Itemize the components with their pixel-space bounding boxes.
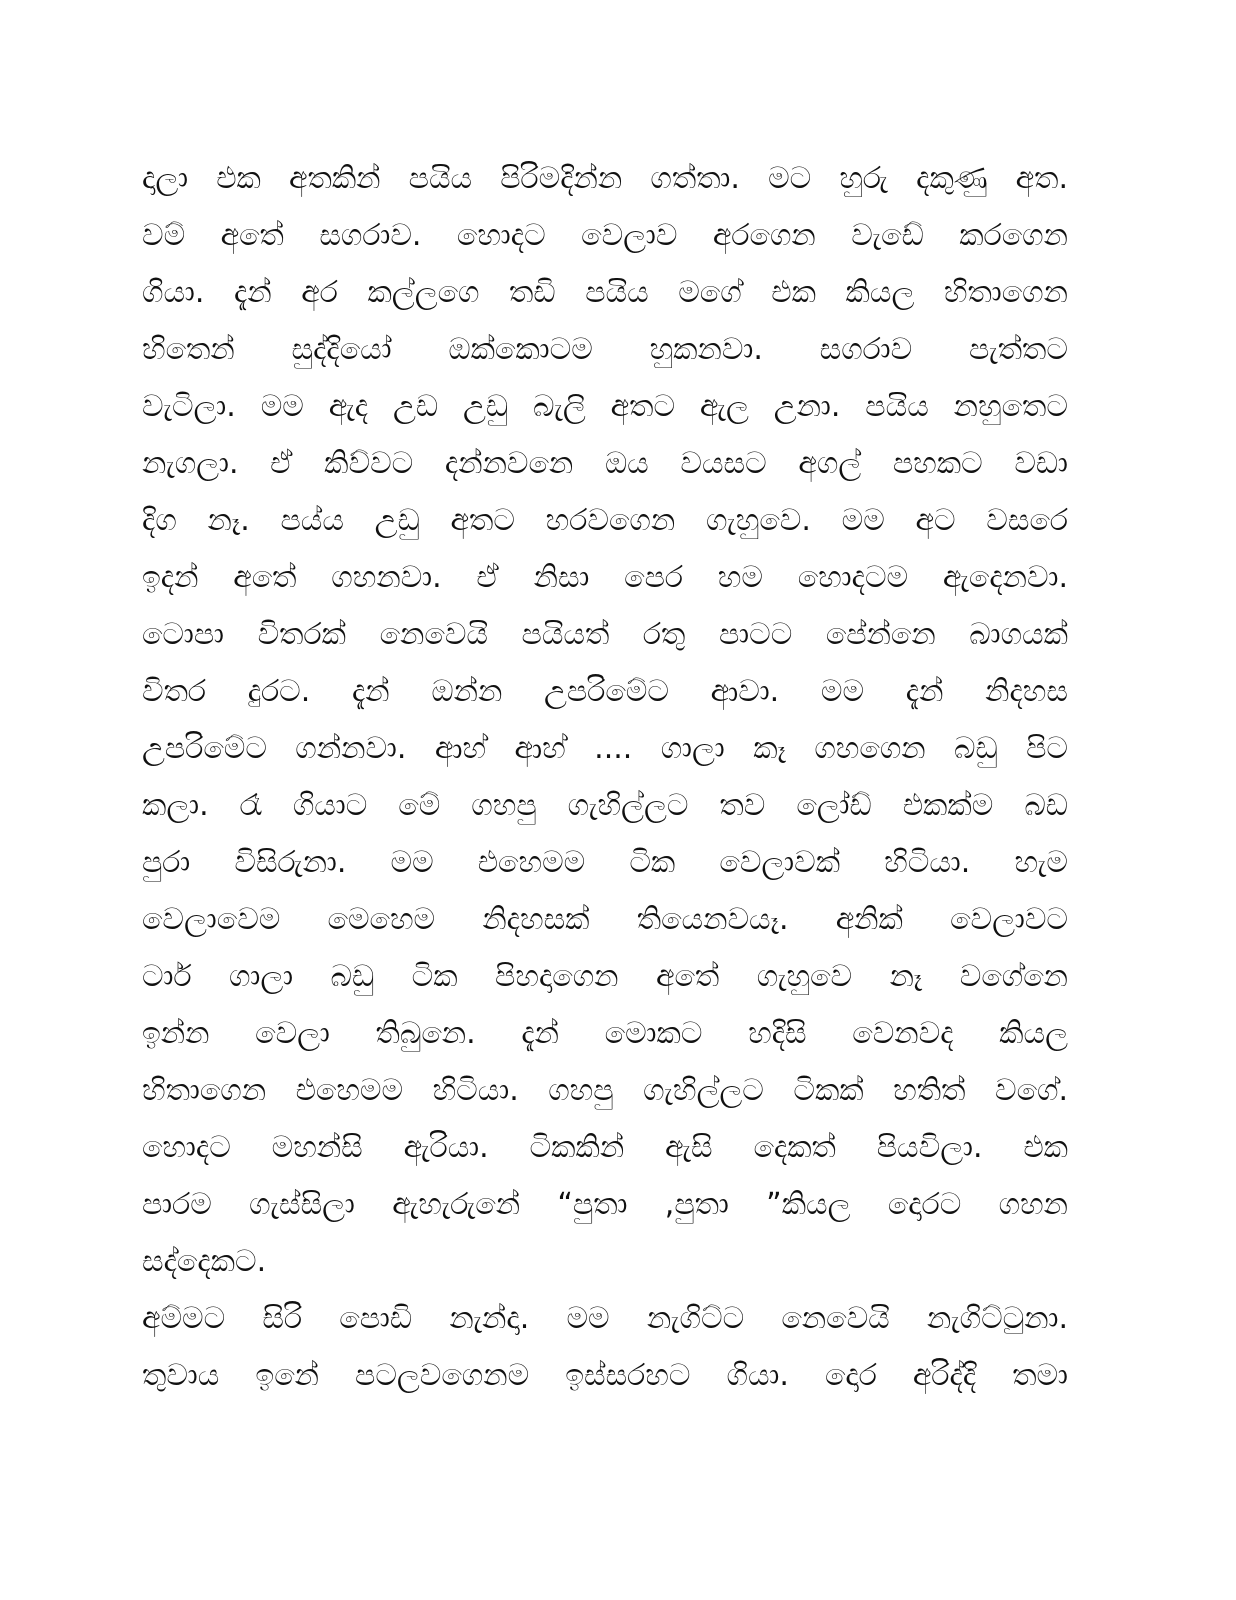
text-line: ටොපා විතරක් නෙවෙයි පයියත් රතු පාටට පේන්නෙ බාගයක් xyxy=(142,617,1068,652)
text-line: ඉන්න වෙලා තිබුනෙ. දැන් මොකට හදිසි වෙනවද කියල xyxy=(142,1016,1068,1051)
text-line: වෙලාවෙම මෙහෙම නිදහසක් තියෙනවයෑ. අනික් වෙලාවට xyxy=(142,902,1068,937)
text-line: සද්දෙකට. xyxy=(142,1244,267,1279)
text-line: පාරම ගැස්සිලා ඇහැරුනේ “පුතා ,පුතා ”කියල දොරට ගහන xyxy=(142,1187,1068,1222)
body-text xyxy=(142,150,1068,1404)
text-line: හිතාගෙන එහෙමම හිටියා. ගහපු ගැහිල්ලට ටිකක් හතිත් වගේ. xyxy=(142,1073,1068,1108)
text-line: හොදට මහන්සි ඇරියා. ටිකකින් ඇසි දෙකත් පියවිලා. එක xyxy=(142,1130,1068,1165)
text-line: වැටිලා. මම ඇද උඩ උඩු බැලි අතට ඇල උනා. පයිය නහුතෙට xyxy=(142,389,1068,424)
text-line: විතර දුරට. දැන් ඔන්න උපරිමේට ආවා. මම දැන් නිදහස xyxy=(142,674,1068,709)
text-line: උපරිමේට ගන්නවා. ආහ් ආහ් .... ගාලා කෑ ගහගෙන බඩු පිට xyxy=(142,731,1068,766)
text-line: කලා. රෑ ගියාට මේ ගහපු ගැහිල්ලට තව ලෝඩ් එකක්ම බඩ xyxy=(142,788,1068,823)
text-line: නැගලා. ඒ කිව්වට දන්නවනෙ ඔය වයසට අගල් පහකට වඩා xyxy=(142,446,1068,481)
text-line: ගියා. දැන් අර කල්ලගෙ තඩි පයිය මගේ එක කියල හිතාගෙන xyxy=(142,275,1068,310)
text-line: හිතෙන් සුද්දියෝ ඔක්කොටම හුකනවා. සගරාව පැත්තට xyxy=(142,332,1068,367)
text-line: ටාර් ගාලා බඩු ටික පිහදාගෙන අතේ ගැහුවෙ නෑ වගේනෙ xyxy=(142,959,1068,994)
text-line: අම්මට සිරි පොඩි නැන්දා. මම නැගිට්ට නෙවෙයි නැගිට්ටුනා. xyxy=(142,1301,1068,1336)
text-line: දාලා එක අතකින් පයිය පිරිමදින්න ගත්තා. මට හුරු දකුණු අත. xyxy=(142,161,1068,196)
paragraph-1 xyxy=(142,150,1068,1290)
text-line: පුරා විසිරුනා. මම එහෙමම ටික වෙලාවක් හිටියා. හැම xyxy=(142,845,1068,880)
paragraph-2 xyxy=(142,1290,1068,1404)
text-line: ඉදන් අතේ ගහනවා. ඒ නිසා පෙර හම හොදටම ඇදෙනවා. xyxy=(142,560,1068,595)
text-line: තුවාය ඉනේ පටලවගෙනම ඉස්සරහට ගියා. දොර අරිද්දි තමා xyxy=(142,1358,1068,1393)
text-line: දිග නෑ. පය්ය උඩු අතට හරවගෙන ගැහුවෙ. මම අට වසරෙ xyxy=(142,503,1068,538)
text-line: වම් අතේ සගරාව. හොදට වෙලාව අරගෙන වැඩේ කරගෙන xyxy=(142,218,1068,253)
